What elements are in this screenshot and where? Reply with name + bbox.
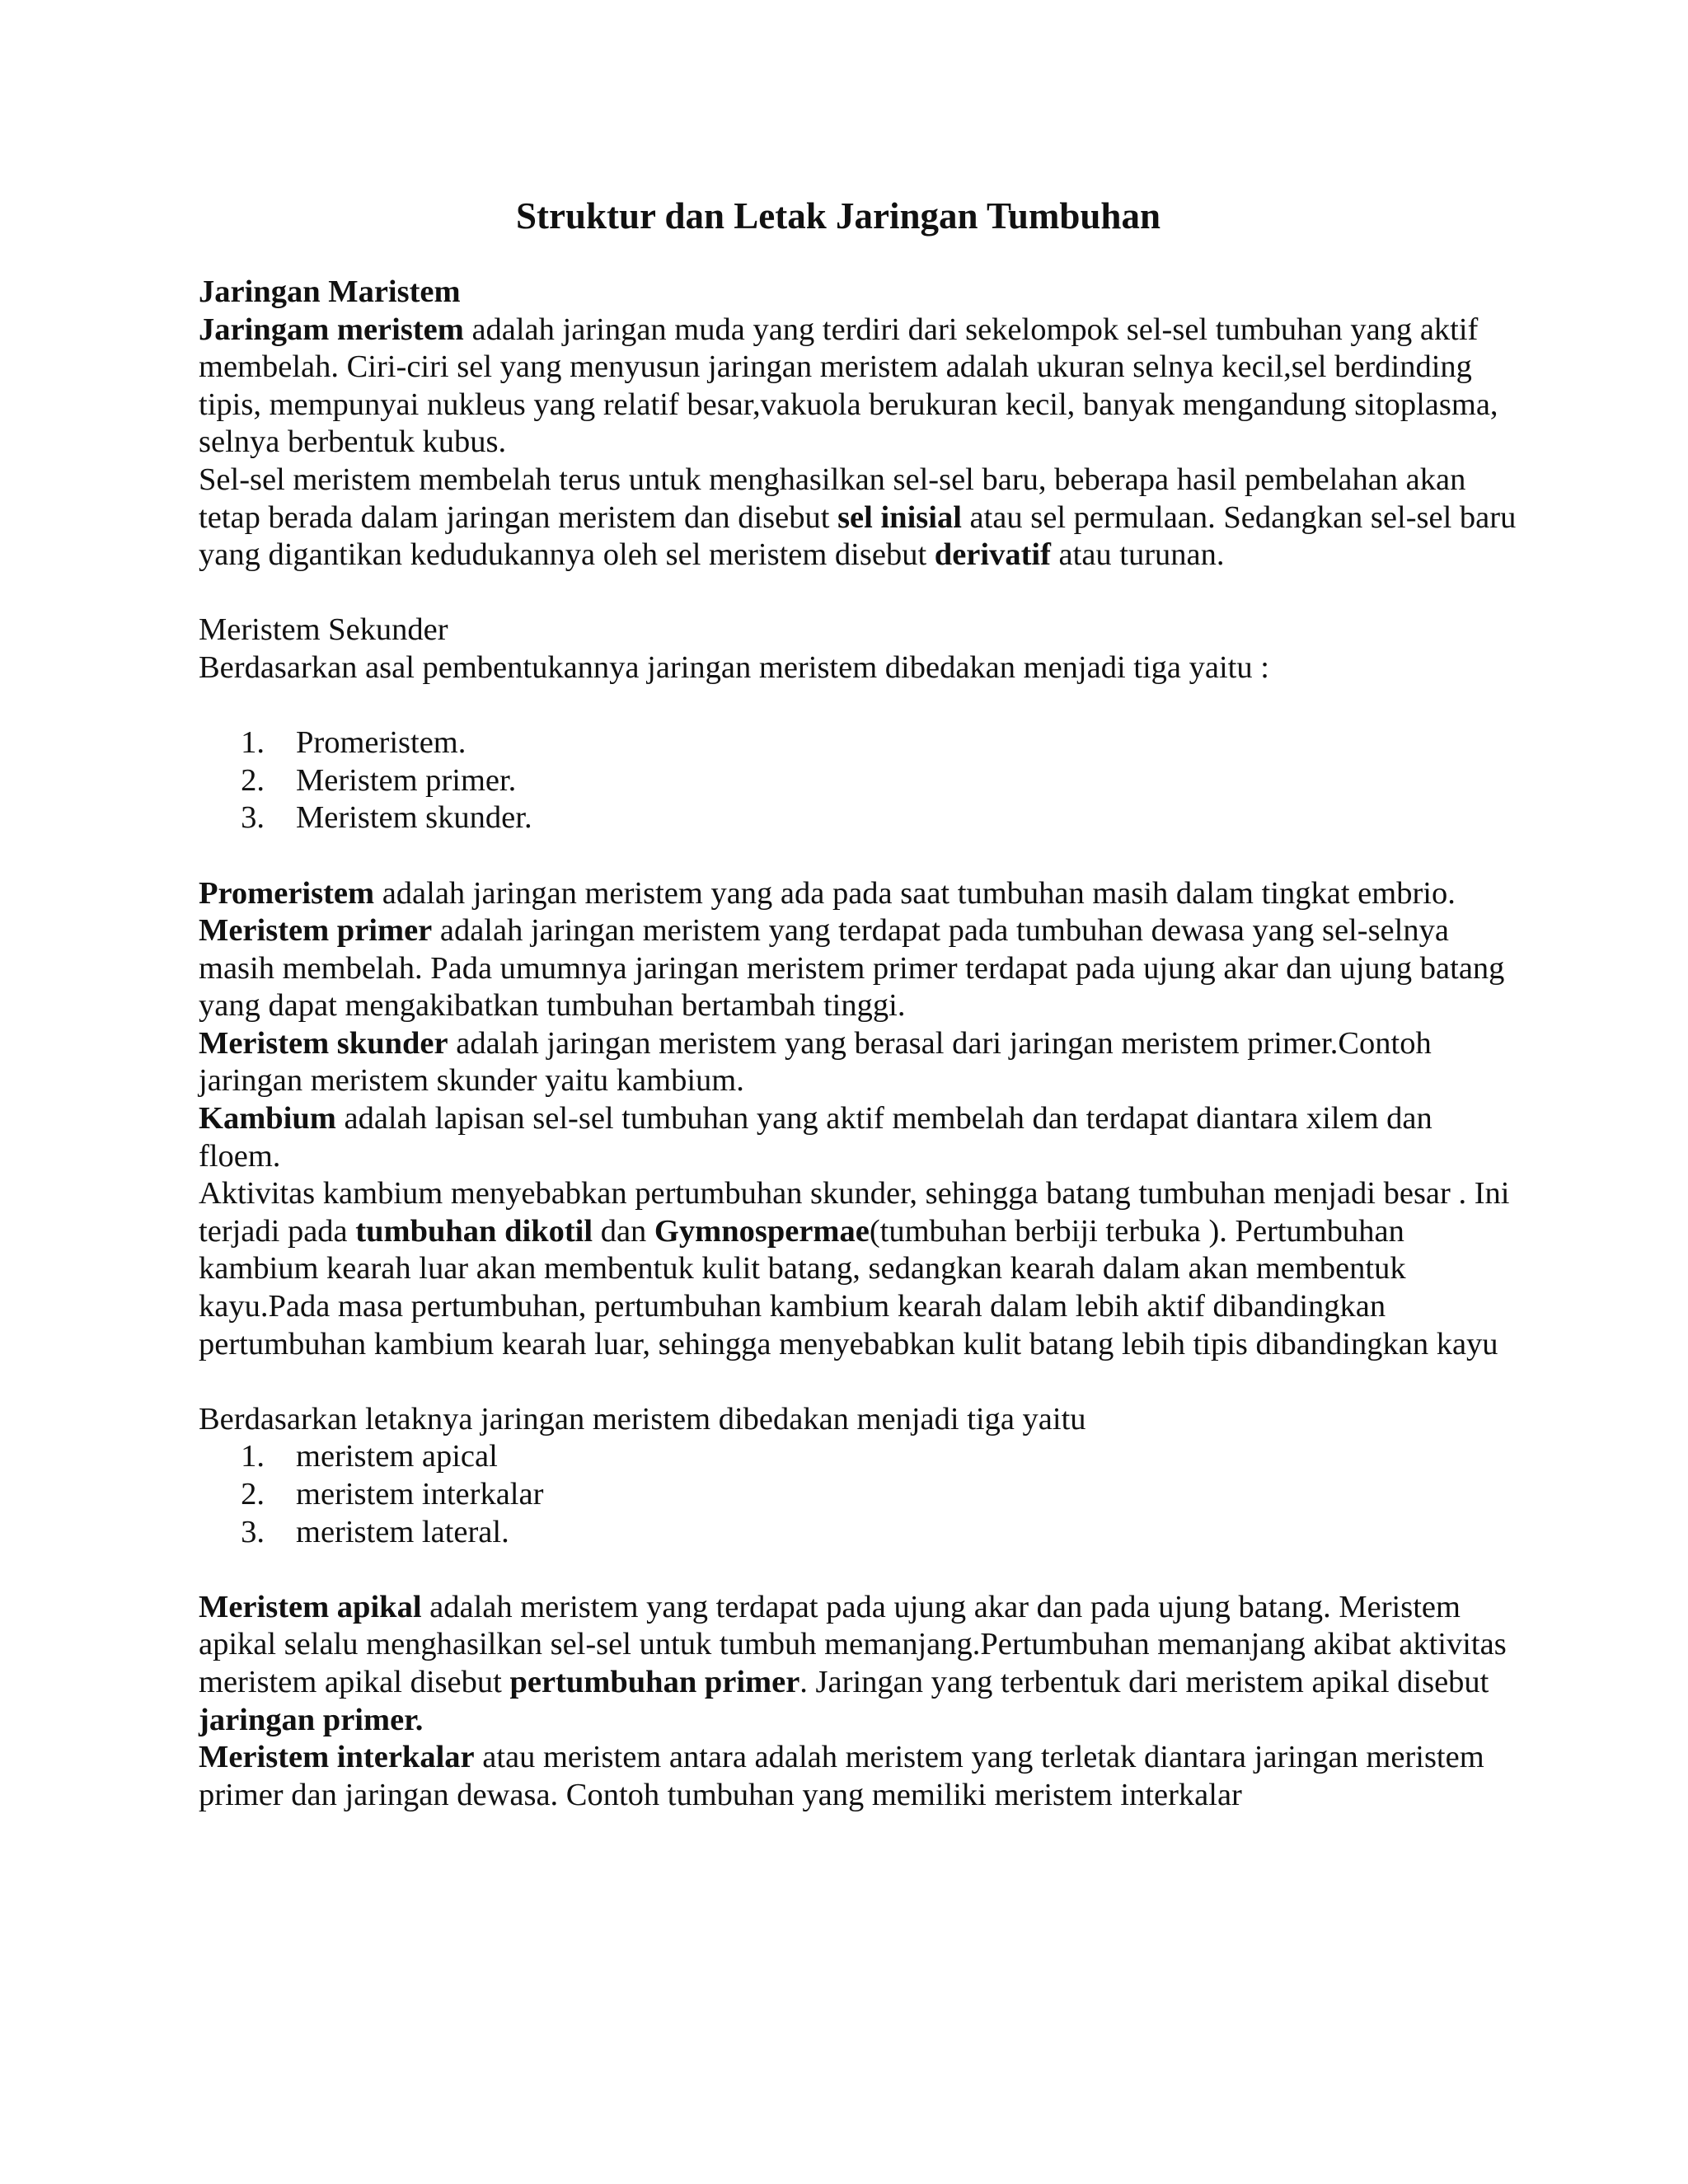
paragraph-kambium: [199, 1100, 1517, 1175]
paragraph-text: adalah lapisan sel-sel tumbuhan yang aktif membelah dan terdapat diantara xilem dan floem.: [199, 1101, 1432, 1174]
paragraph-promeristem: [199, 875, 1517, 913]
list-text: Promeristem.: [296, 725, 467, 761]
list-text: meristem lateral.: [296, 1514, 509, 1549]
list-text: Meristem primer.: [296, 762, 517, 798]
list-number: 1.: [241, 725, 265, 761]
spacer: [199, 1551, 1517, 1589]
list-item: [199, 724, 1517, 762]
paragraph-meristem-skunder: [199, 1025, 1517, 1100]
paragraph-text: adalah jaringan meristem yang ada pada saat tumbuhan masih dalam tingkat embrio.: [374, 875, 1456, 911]
list-number: 1.: [241, 1439, 265, 1474]
paragraph-text: . Jaringan yang terbentuk dari meristem apikal disebut: [799, 1664, 1489, 1699]
term-gymnospermae: Gymnospermae: [654, 1213, 870, 1249]
numbered-list-letak: [199, 1438, 1517, 1551]
paragraph-text: adalah jaringan meristem yang berasal dari jaringan meristem primer.Contoh jaringan meristem skunder yaitu kambium.: [199, 1025, 1432, 1099]
document-page: [199, 194, 1517, 1814]
spacer: [199, 574, 1517, 612]
list-number: 3.: [241, 1514, 265, 1549]
section-heading-meristem-sekunder: Meristem Sekunder: [199, 612, 448, 648]
term-kambium: Kambium: [199, 1101, 336, 1137]
list-item: [199, 1514, 1517, 1552]
paragraph-text: (tumbuhan berbiji terbuka ). Pertumbuhan kambium kearah luar akan membentuk kulit batang, sedangkan kearah dalam akan membentuk kayu.Pada masa pertumbuhan, pertumbuhan kambium kearah dalam lebih aktif dibandingkan pertumbuhan kambium kearah luar, sehingga menyebabkan kulit batang lebih tipis dibandingkan kayu: [199, 1213, 1498, 1361]
list-text: meristem interkalar: [296, 1477, 544, 1511]
paragraph-text: atau turunan.: [1050, 537, 1225, 573]
term-meristem-apikal: Meristem apikal: [199, 1589, 422, 1624]
paragraph-asal-pembentukan: Berdasarkan asal pembentukannya jaringan meristem dibedakan menjadi tiga yaitu :: [199, 649, 1269, 685]
list-item: [199, 799, 1517, 837]
term-promeristem: Promeristem: [199, 875, 375, 911]
spacer: [199, 837, 1517, 875]
paragraph-text: Sel-sel meristem membelah terus untuk menghasilkan sel-sel baru, beberapa hasil pembelahan akan tetap berada dalam jaringan meristem dan disebut: [199, 462, 1466, 535]
term-derivatif: derivatif: [934, 537, 1051, 573]
paragraph-sel-meristem: [199, 462, 1517, 574]
list-text: meristem apical: [296, 1439, 498, 1474]
list-item: [199, 1438, 1517, 1476]
term-jaringan-primer: jaringan primer.: [199, 1702, 424, 1737]
paragraph-text: Aktivitas kambium menyebabkan pertumbuhan skunder, sehingga batang tumbuhan menjadi besar . Ini terjadi pada: [199, 1176, 1510, 1249]
list-number: 2.: [241, 762, 265, 798]
paragraph-aktivitas-kambium: [199, 1175, 1517, 1363]
paragraph-text: dan: [593, 1213, 654, 1249]
paragraph-meristem-apikal: [199, 1589, 1517, 1739]
paragraph-text: adalah jaringan meristem yang terdapat pada tumbuhan dewasa yang sel-selnya masih membelah. Pada umumnya jaringan meristem primer terdapat pada ujung akar dan ujung batang yang dapat mengakibatkan tumbuhan bertambah tinggi.: [199, 913, 1505, 1024]
term-meristem-primer: Meristem primer: [199, 913, 433, 949]
list-item: [199, 762, 1517, 800]
term-meristem-skunder: Meristem skunder: [199, 1025, 448, 1061]
paragraph-text: adalah meristem yang terdapat pada ujung akar dan pada ujung batang. Meristem apikal selalu menghasilkan sel-sel untuk tumbuh memanjang.Pertumbuhan memanjang akibat aktivitas meristem apikal disebut: [199, 1589, 1507, 1699]
numbered-list-asal: [199, 724, 1517, 837]
list-number: 2.: [241, 1477, 265, 1511]
spacer: [199, 1363, 1517, 1401]
paragraph-text: atau meristem antara adalah meristem yang terletak diantara jaringan meristem primer dan jaringan dewasa. Contoh tumbuhan yang memiliki meristem interkalar: [199, 1740, 1484, 1812]
paragraph-letak: Berdasarkan letaknya jaringan meristem dibedakan menjadi tiga yaitu: [199, 1401, 1086, 1436]
section-heading-jaringan-maristem: Jaringan Maristem: [199, 274, 461, 309]
term-jaringam-meristem: Jaringam meristem: [199, 312, 464, 347]
term-pertumbuhan-primer: pertumbuhan primer: [509, 1664, 800, 1699]
spacer: [199, 687, 1517, 725]
list-number: 3.: [241, 800, 265, 836]
term-tumbuhan-dikotil: tumbuhan dikotil: [355, 1213, 593, 1249]
paragraph-meristem-primer: [199, 912, 1517, 1025]
paragraph-text: atau sel permulaan. Sedangkan sel-sel baru yang digantikan kedudukannya oleh sel meristem disebut: [199, 499, 1517, 573]
term-sel-inisial: sel inisial: [837, 499, 962, 535]
paragraph-text: adalah jaringan muda yang terdiri dari sekelompok sel-sel tumbuhan yang aktif membelah. Ciri-ciri sel yang menyusun jaringan meristem adalah ukuran selnya kecil,sel berdinding tipis, mempunyai nukleus yang relatif besar,vakuola berukuran kecil, banyak mengandung sitoplasma, selnya berbentuk kubus.: [199, 312, 1498, 460]
paragraph-jaringan-meristem: [199, 312, 1517, 462]
term-meristem-interkalar: Meristem interkalar: [199, 1740, 475, 1775]
list-item: [199, 1476, 1517, 1514]
paragraph-meristem-interkalar: [199, 1739, 1517, 1814]
document-title: Struktur dan Letak Jaringan Tumbuhan: [516, 195, 1160, 237]
list-text: Meristem skunder.: [296, 800, 532, 836]
